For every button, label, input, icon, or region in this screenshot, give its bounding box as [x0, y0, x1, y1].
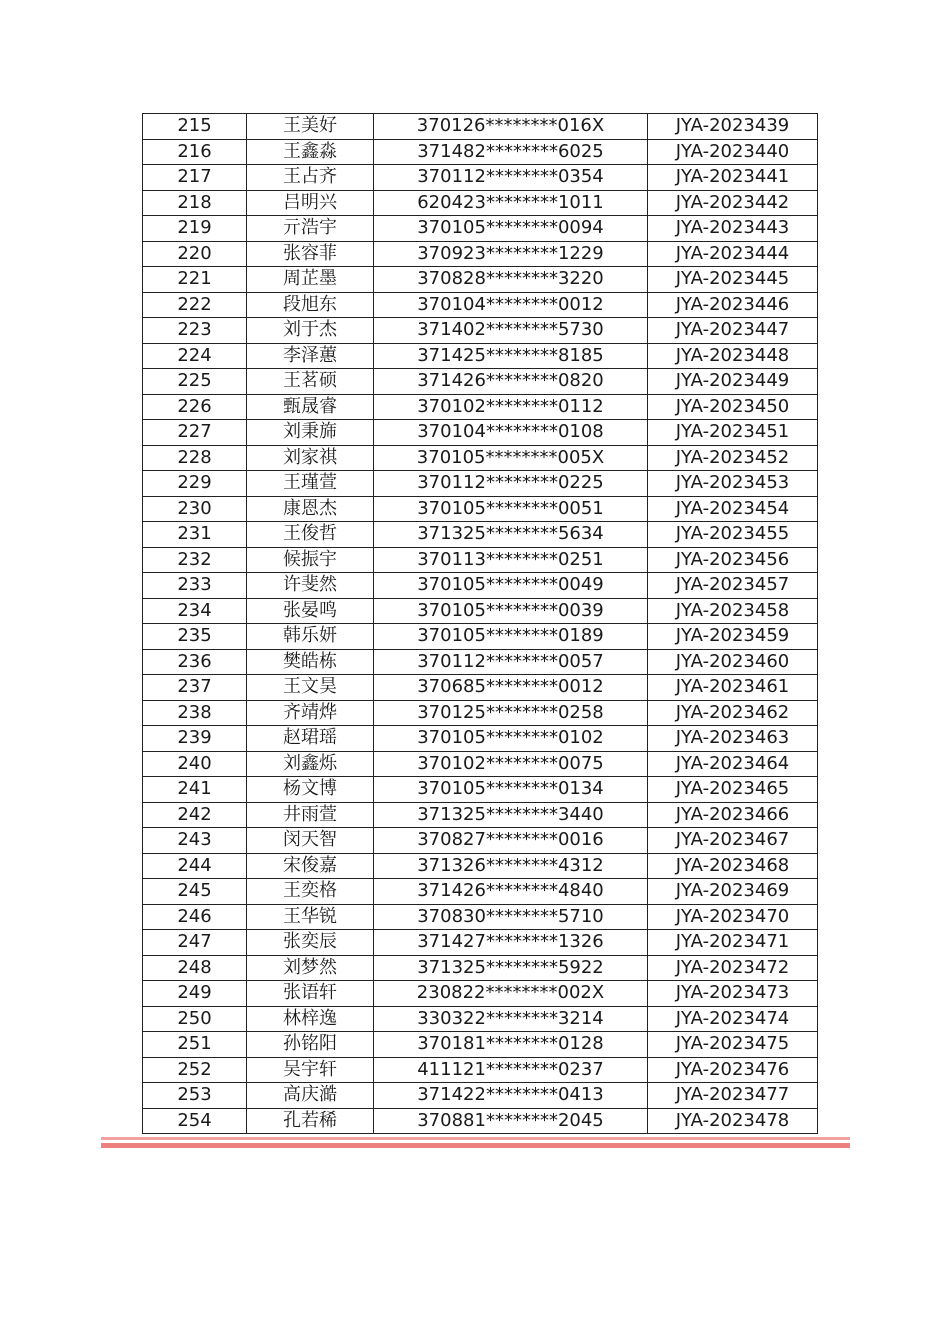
certificate-code-cell: JYA-2023443 — [648, 216, 818, 242]
table-row — [143, 904, 818, 930]
student-name-cell: 候振宇 — [247, 547, 374, 573]
row-number-cell: 229 — [143, 471, 247, 497]
table-row — [143, 853, 818, 879]
id-number-cell: 411121********0237 — [374, 1057, 648, 1083]
id-number-cell: 371427********1326 — [374, 930, 648, 956]
table-row — [143, 241, 818, 267]
student-name-cell: 刘秉旆 — [247, 420, 374, 446]
table-row — [143, 1083, 818, 1109]
student-name-cell: 樊皓栋 — [247, 649, 374, 675]
student-name-cell: 刘家祺 — [247, 445, 374, 471]
student-name-cell: 王鑫淼 — [247, 139, 374, 165]
student-name-cell: 王文昊 — [247, 675, 374, 701]
row-number-cell: 231 — [143, 522, 247, 548]
id-number-cell: 370126********016X — [374, 114, 648, 140]
row-number-cell: 238 — [143, 700, 247, 726]
footer-rule-thick — [101, 1143, 850, 1148]
row-number-cell: 241 — [143, 777, 247, 803]
row-number-cell: 251 — [143, 1032, 247, 1058]
certificate-code-cell: JYA-2023444 — [648, 241, 818, 267]
student-name-cell: 高庆澔 — [247, 1083, 374, 1109]
student-name-cell: 张容菲 — [247, 241, 374, 267]
table-row — [143, 471, 818, 497]
row-number-cell: 246 — [143, 904, 247, 930]
certificate-code-cell: JYA-2023448 — [648, 343, 818, 369]
certificate-code-cell: JYA-2023460 — [648, 649, 818, 675]
id-number-cell: 370105********0094 — [374, 216, 648, 242]
row-number-cell: 243 — [143, 828, 247, 854]
id-number-cell: 370105********0134 — [374, 777, 648, 803]
table-row — [143, 1006, 818, 1032]
row-number-cell: 239 — [143, 726, 247, 752]
row-number-cell: 237 — [143, 675, 247, 701]
table-row — [143, 369, 818, 395]
certificate-code-cell: JYA-2023463 — [648, 726, 818, 752]
row-number-cell: 242 — [143, 802, 247, 828]
certificate-code-cell: JYA-2023458 — [648, 598, 818, 624]
certificate-code-cell: JYA-2023459 — [648, 624, 818, 650]
certificate-code-cell: JYA-2023450 — [648, 394, 818, 420]
row-number-cell: 233 — [143, 573, 247, 599]
student-name-cell: 康恩杰 — [247, 496, 374, 522]
id-number-cell: 370105********0189 — [374, 624, 648, 650]
certificate-code-cell: JYA-2023442 — [648, 190, 818, 216]
table-row — [143, 318, 818, 344]
student-name-cell: 王瑾萱 — [247, 471, 374, 497]
row-number-cell: 228 — [143, 445, 247, 471]
table-row — [143, 930, 818, 956]
id-number-cell: 371325********5634 — [374, 522, 648, 548]
certificate-code-cell: JYA-2023470 — [648, 904, 818, 930]
student-name-cell: 周芷墨 — [247, 267, 374, 293]
row-number-cell: 227 — [143, 420, 247, 446]
table-row — [143, 700, 818, 726]
certificate-code-cell: JYA-2023441 — [648, 165, 818, 191]
row-number-cell: 223 — [143, 318, 247, 344]
table-row — [143, 1032, 818, 1058]
id-number-cell: 370102********0112 — [374, 394, 648, 420]
certificate-code-cell: JYA-2023446 — [648, 292, 818, 318]
table-row — [143, 598, 818, 624]
id-number-cell: 370105********0049 — [374, 573, 648, 599]
id-number-cell: 371426********0820 — [374, 369, 648, 395]
row-number-cell: 225 — [143, 369, 247, 395]
id-number-cell: 370112********0057 — [374, 649, 648, 675]
table-row — [143, 420, 818, 446]
row-number-cell: 222 — [143, 292, 247, 318]
student-name-cell: 张晏鸣 — [247, 598, 374, 624]
student-name-cell: 林梓逸 — [247, 1006, 374, 1032]
table-row — [143, 1108, 818, 1134]
id-number-cell: 230822********002X — [374, 981, 648, 1007]
certificate-code-cell: JYA-2023456 — [648, 547, 818, 573]
id-number-cell: 370685********0012 — [374, 675, 648, 701]
table-row — [143, 547, 818, 573]
student-name-cell: 刘于杰 — [247, 318, 374, 344]
id-number-cell: 371422********0413 — [374, 1083, 648, 1109]
table-row — [143, 1057, 818, 1083]
certificate-code-cell: JYA-2023452 — [648, 445, 818, 471]
row-number-cell: 248 — [143, 955, 247, 981]
id-number-cell: 371426********4840 — [374, 879, 648, 905]
roster-table — [142, 113, 818, 1134]
student-name-cell: 吕明兴 — [247, 190, 374, 216]
student-name-cell: 杨文博 — [247, 777, 374, 803]
certificate-code-cell: JYA-2023447 — [648, 318, 818, 344]
student-name-cell: 孙铭阳 — [247, 1032, 374, 1058]
certificate-code-cell: JYA-2023471 — [648, 930, 818, 956]
id-number-cell: 620423********1011 — [374, 190, 648, 216]
table-row — [143, 267, 818, 293]
row-number-cell: 232 — [143, 547, 247, 573]
certificate-code-cell: JYA-2023457 — [648, 573, 818, 599]
student-name-cell: 刘鑫烁 — [247, 751, 374, 777]
table-row — [143, 828, 818, 854]
certificate-code-cell: JYA-2023461 — [648, 675, 818, 701]
roster-table-body — [143, 114, 818, 1134]
student-name-cell: 甄晟睿 — [247, 394, 374, 420]
certificate-code-cell: JYA-2023439 — [648, 114, 818, 140]
table-row — [143, 139, 818, 165]
certificate-code-cell: JYA-2023473 — [648, 981, 818, 1007]
student-name-cell: 李泽蕙 — [247, 343, 374, 369]
table-row — [143, 879, 818, 905]
row-number-cell: 220 — [143, 241, 247, 267]
footer-rule-thin — [101, 1137, 850, 1140]
certificate-code-cell: JYA-2023468 — [648, 853, 818, 879]
row-number-cell: 230 — [143, 496, 247, 522]
certificate-code-cell: JYA-2023454 — [648, 496, 818, 522]
student-name-cell: 段旭东 — [247, 292, 374, 318]
certificate-code-cell: JYA-2023464 — [648, 751, 818, 777]
certificate-code-cell: JYA-2023453 — [648, 471, 818, 497]
certificate-code-cell: JYA-2023462 — [648, 700, 818, 726]
student-name-cell: 韩乐妍 — [247, 624, 374, 650]
table-row — [143, 777, 818, 803]
certificate-code-cell: JYA-2023466 — [648, 802, 818, 828]
certificate-code-cell: JYA-2023477 — [648, 1083, 818, 1109]
row-number-cell: 250 — [143, 1006, 247, 1032]
id-number-cell: 370828********3220 — [374, 267, 648, 293]
id-number-cell: 370104********0108 — [374, 420, 648, 446]
table-row — [143, 624, 818, 650]
row-number-cell: 240 — [143, 751, 247, 777]
id-number-cell: 371326********4312 — [374, 853, 648, 879]
table-row — [143, 573, 818, 599]
table-row — [143, 726, 818, 752]
table-row — [143, 190, 818, 216]
student-name-cell: 赵珺瑶 — [247, 726, 374, 752]
row-number-cell: 247 — [143, 930, 247, 956]
row-number-cell: 235 — [143, 624, 247, 650]
id-number-cell: 370125********0258 — [374, 700, 648, 726]
row-number-cell: 253 — [143, 1083, 247, 1109]
table-row — [143, 955, 818, 981]
certificate-code-cell: JYA-2023465 — [648, 777, 818, 803]
row-number-cell: 219 — [143, 216, 247, 242]
table-row — [143, 394, 818, 420]
id-number-cell: 371402********5730 — [374, 318, 648, 344]
id-number-cell: 371325********5922 — [374, 955, 648, 981]
row-number-cell: 218 — [143, 190, 247, 216]
table-row — [143, 802, 818, 828]
id-number-cell: 370105********0051 — [374, 496, 648, 522]
row-number-cell: 215 — [143, 114, 247, 140]
row-number-cell: 226 — [143, 394, 247, 420]
student-name-cell: 井雨萱 — [247, 802, 374, 828]
row-number-cell: 254 — [143, 1108, 247, 1134]
row-number-cell: 217 — [143, 165, 247, 191]
row-number-cell: 252 — [143, 1057, 247, 1083]
row-number-cell: 245 — [143, 879, 247, 905]
certificate-code-cell: JYA-2023440 — [648, 139, 818, 165]
id-number-cell: 370181********0128 — [374, 1032, 648, 1058]
table-row — [143, 165, 818, 191]
id-number-cell: 371425********8185 — [374, 343, 648, 369]
certificate-code-cell: JYA-2023469 — [648, 879, 818, 905]
certificate-code-cell: JYA-2023451 — [648, 420, 818, 446]
table-row — [143, 114, 818, 140]
id-number-cell: 370923********1229 — [374, 241, 648, 267]
id-number-cell: 370881********2045 — [374, 1108, 648, 1134]
id-number-cell: 370105********0102 — [374, 726, 648, 752]
certificate-code-cell: JYA-2023467 — [648, 828, 818, 854]
row-number-cell: 236 — [143, 649, 247, 675]
table-row — [143, 292, 818, 318]
certificate-code-cell: JYA-2023445 — [648, 267, 818, 293]
student-name-cell: 刘梦然 — [247, 955, 374, 981]
table-row — [143, 445, 818, 471]
table-row — [143, 522, 818, 548]
certificate-code-cell: JYA-2023475 — [648, 1032, 818, 1058]
id-number-cell: 370112********0225 — [374, 471, 648, 497]
id-number-cell: 371325********3440 — [374, 802, 648, 828]
id-number-cell: 370827********0016 — [374, 828, 648, 854]
student-name-cell: 王美好 — [247, 114, 374, 140]
row-number-cell: 224 — [143, 343, 247, 369]
student-name-cell: 许斐然 — [247, 573, 374, 599]
certificate-code-cell: JYA-2023449 — [648, 369, 818, 395]
id-number-cell: 370830********5710 — [374, 904, 648, 930]
row-number-cell: 244 — [143, 853, 247, 879]
id-number-cell: 370105********005X — [374, 445, 648, 471]
student-name-cell: 吴宇轩 — [247, 1057, 374, 1083]
table-row — [143, 751, 818, 777]
id-number-cell: 370105********0039 — [374, 598, 648, 624]
id-number-cell: 371482********6025 — [374, 139, 648, 165]
table-row — [143, 981, 818, 1007]
table-row — [143, 675, 818, 701]
row-number-cell: 216 — [143, 139, 247, 165]
table-row — [143, 496, 818, 522]
certificate-code-cell: JYA-2023478 — [648, 1108, 818, 1134]
student-name-cell: 齐靖烨 — [247, 700, 374, 726]
row-number-cell: 221 — [143, 267, 247, 293]
certificate-code-cell: JYA-2023455 — [648, 522, 818, 548]
student-name-cell: 亓浩宇 — [247, 216, 374, 242]
id-number-cell: 370104********0012 — [374, 292, 648, 318]
student-name-cell: 王俊哲 — [247, 522, 374, 548]
certificate-code-cell: JYA-2023472 — [648, 955, 818, 981]
row-number-cell: 234 — [143, 598, 247, 624]
student-name-cell: 孔若稀 — [247, 1108, 374, 1134]
student-name-cell: 王茗硕 — [247, 369, 374, 395]
row-number-cell: 249 — [143, 981, 247, 1007]
student-name-cell: 王奕格 — [247, 879, 374, 905]
student-name-cell: 张奕辰 — [247, 930, 374, 956]
id-number-cell: 370112********0354 — [374, 165, 648, 191]
student-name-cell: 王华锐 — [247, 904, 374, 930]
table-row — [143, 216, 818, 242]
id-number-cell: 330322********3214 — [374, 1006, 648, 1032]
student-name-cell: 王占齐 — [247, 165, 374, 191]
table-row — [143, 343, 818, 369]
id-number-cell: 370102********0075 — [374, 751, 648, 777]
certificate-code-cell: JYA-2023474 — [648, 1006, 818, 1032]
id-number-cell: 370113********0251 — [374, 547, 648, 573]
certificate-code-cell: JYA-2023476 — [648, 1057, 818, 1083]
student-name-cell: 张语轩 — [247, 981, 374, 1007]
table-row — [143, 649, 818, 675]
student-name-cell: 宋俊嘉 — [247, 853, 374, 879]
student-name-cell: 闵天智 — [247, 828, 374, 854]
